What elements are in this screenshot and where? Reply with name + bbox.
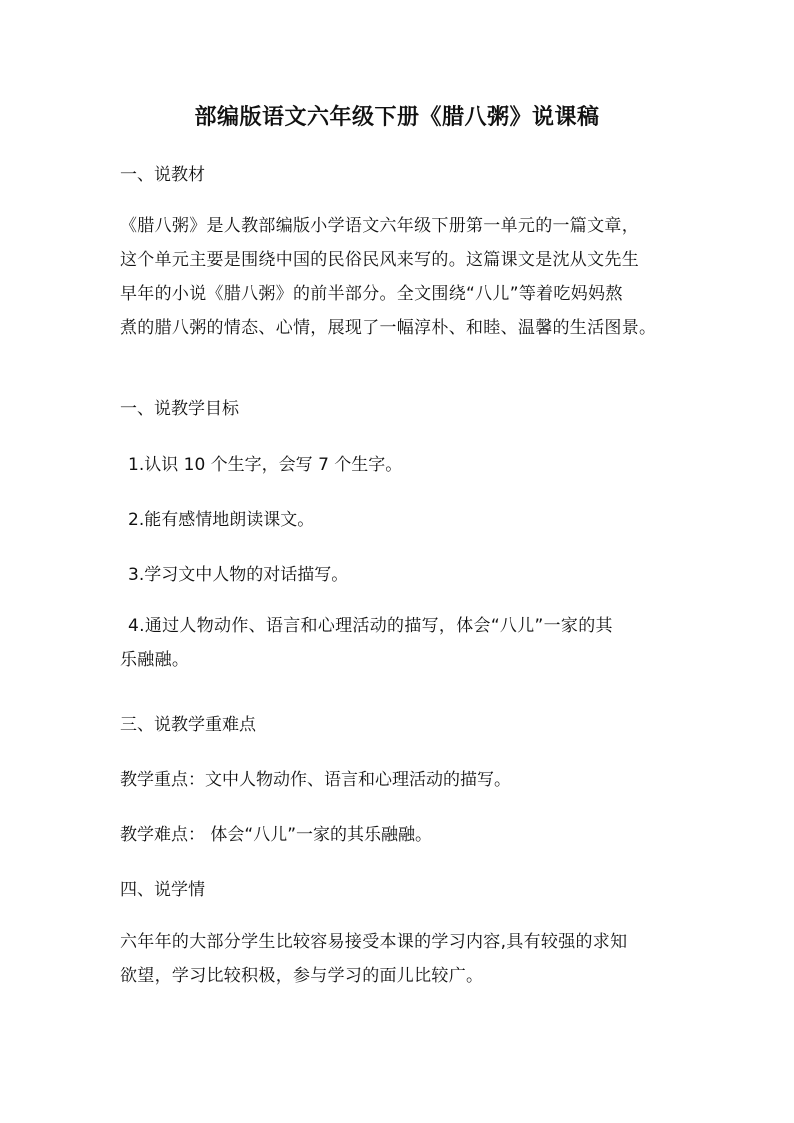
paragraph-line: 这个单元主要是围绕中国的民俗民风来写的。这篇课文是沈从文先生 (120, 250, 639, 270)
section-textbook-paragraph (120, 209, 680, 345)
document-title: 部编版语文六年级下册《腊八粥》说课稿 (194, 105, 600, 130)
section-heading-students: 四、说学情 (120, 880, 205, 900)
paragraph-line: 《腊八粥》是人教部编版小学语文六年级下册第一单元的一篇文章， (120, 216, 639, 236)
paragraph-line: 煮的腊八粥的情态、心情，展现了一幅淳朴、和睦、温馨的生活图景。 (120, 318, 657, 338)
goal-item-3: 3.学习文中人物的对话描写。 (128, 565, 349, 585)
section-heading-key-points: 三、说教学重难点 (120, 715, 256, 735)
teaching-focus: 教学重点：文中人物动作、语言和心理活动的描写。 (120, 770, 511, 790)
goal-item-4-line: 乐融融。 (120, 650, 190, 670)
goal-item-2: 2.能有感情地朗读课文。 (128, 510, 315, 530)
section-heading-textbook: 一、说教材 (120, 165, 205, 185)
paragraph-line: 早年的小说《腊八粥》的前半部分。全文围绕“八儿”等着吃妈妈熬 (120, 284, 623, 304)
paragraph-line: 六年年的大部分学生比较容易接受本课的学习内容,具有较强的求知 (120, 932, 628, 952)
goal-item-1: 1.认识 10 个生字，会写 7 个生字。 (128, 455, 403, 475)
goal-item-4 (120, 609, 680, 677)
teaching-difficulty: 教学难点： 体会“八儿”一家的其乐融融。 (120, 825, 433, 845)
section-heading-goals: 一、说教学目标 (120, 399, 239, 419)
paragraph-line: 欲望，学习比较积极，参与学习的面儿比较广。 (120, 966, 484, 986)
goal-item-4-line: 4.通过人物动作、语言和心理活动的描写，体会“八儿”一家的其 (128, 616, 613, 636)
section-students-paragraph (120, 925, 680, 993)
